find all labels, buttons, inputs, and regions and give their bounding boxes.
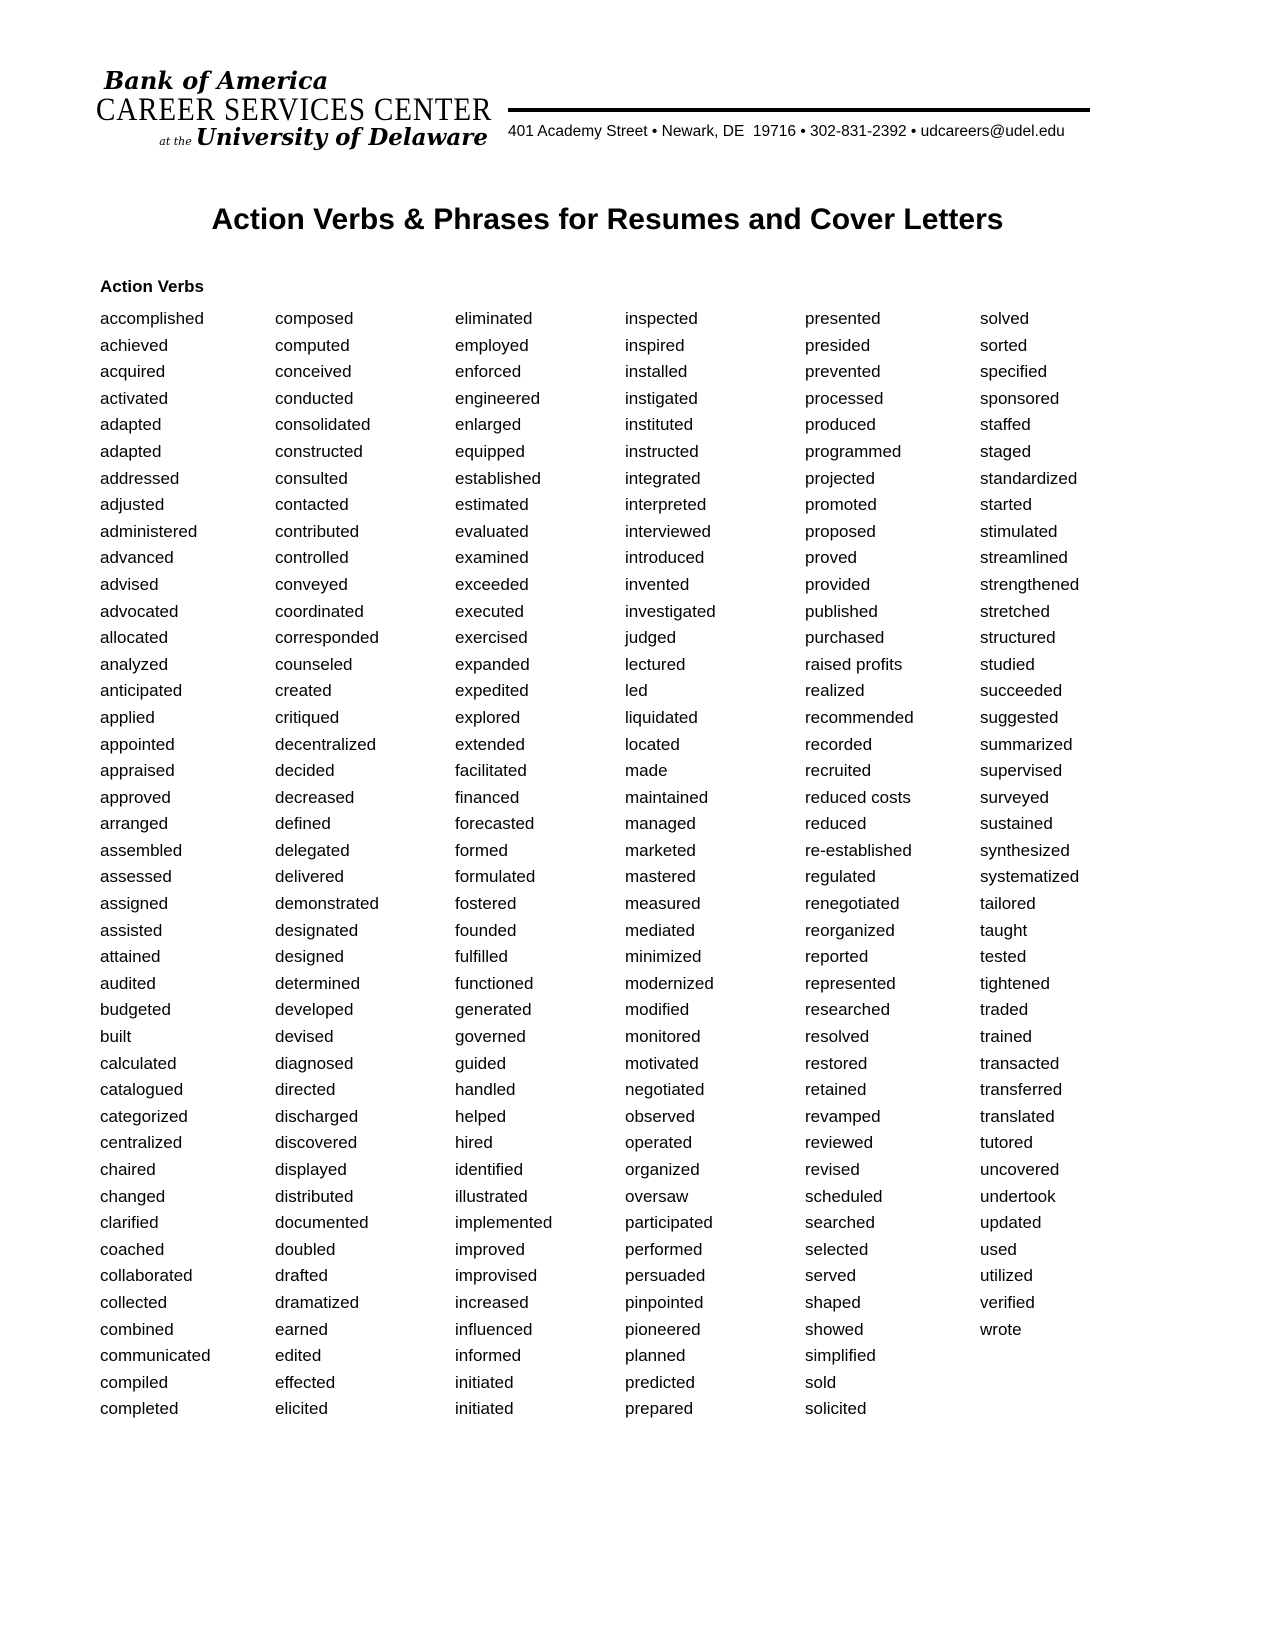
verb-item: pioneered bbox=[625, 1319, 701, 1339]
verb-item: succeeded bbox=[980, 681, 1063, 701]
verb-item: searched bbox=[805, 1213, 875, 1233]
verb-item: measured bbox=[625, 894, 701, 914]
verb-item: initiated bbox=[455, 1399, 514, 1419]
verb-item: compiled bbox=[100, 1372, 169, 1392]
verb-item: revamped bbox=[805, 1106, 881, 1126]
verb-item: promoted bbox=[805, 495, 877, 515]
verb-item: coached bbox=[100, 1239, 165, 1259]
verb-item: proposed bbox=[805, 521, 876, 541]
verb-item: pinpointed bbox=[625, 1292, 704, 1312]
verb-item: recorded bbox=[805, 734, 873, 754]
verb-item: allocated bbox=[100, 628, 169, 648]
verb-item: improvised bbox=[455, 1266, 538, 1286]
verb-item: completed bbox=[100, 1399, 179, 1419]
verb-item: scheduled bbox=[805, 1186, 883, 1206]
verb-item: edited bbox=[275, 1346, 322, 1366]
verb-item: observed bbox=[625, 1106, 695, 1126]
verb-item: programmed bbox=[805, 441, 902, 461]
verb-item: solicited bbox=[805, 1399, 867, 1419]
verb-item: estimated bbox=[455, 495, 529, 515]
verb-item: improved bbox=[455, 1239, 525, 1259]
verb-item: displayed bbox=[275, 1160, 347, 1179]
verb-item: generated bbox=[455, 1000, 532, 1020]
verb-item: revised bbox=[805, 1160, 860, 1179]
verb-item: mediated bbox=[625, 920, 695, 940]
verb-item: served bbox=[805, 1266, 857, 1286]
verb-item: effected bbox=[275, 1372, 336, 1392]
verb-item: addressed bbox=[100, 468, 180, 488]
logo-university-of-delaware-text: University of Delaware bbox=[195, 124, 488, 151]
verb-item: delivered bbox=[275, 867, 344, 887]
verb-item: uncovered bbox=[980, 1160, 1060, 1179]
verb-item: invented bbox=[625, 574, 690, 594]
verb-item: monitored bbox=[625, 1027, 701, 1047]
verb-item: doubled bbox=[275, 1239, 336, 1259]
verb-item: assisted bbox=[100, 920, 163, 940]
verb-item: reviewed bbox=[805, 1133, 874, 1153]
verb-item: retained bbox=[805, 1080, 867, 1100]
verb-item: raised profits bbox=[805, 654, 903, 674]
verb-item: trained bbox=[980, 1027, 1032, 1047]
verb-item: diagnosed bbox=[275, 1053, 354, 1073]
verb-item: researched bbox=[805, 1000, 891, 1020]
verb-item: composed bbox=[275, 309, 354, 328]
verb-item: marketed bbox=[625, 840, 696, 860]
verb-item: inspired bbox=[625, 335, 685, 355]
verb-item: realized bbox=[805, 681, 865, 701]
verb-item: interviewed bbox=[625, 521, 711, 541]
verb-item: introduced bbox=[625, 548, 705, 568]
verb-item: attained bbox=[100, 947, 161, 967]
verb-item: used bbox=[980, 1239, 1017, 1259]
logo-bank-of-america-text: Bank of America bbox=[104, 66, 329, 95]
verb-item: chaired bbox=[100, 1160, 156, 1179]
verb-item: built bbox=[100, 1027, 132, 1047]
verb-item: extended bbox=[455, 734, 525, 754]
verb-item: conveyed bbox=[275, 574, 348, 594]
verb-item: founded bbox=[455, 920, 517, 940]
verb-item: contacted bbox=[275, 495, 349, 515]
verb-item: helped bbox=[455, 1106, 507, 1126]
verb-item: applied bbox=[100, 707, 155, 727]
verb-item: categorized bbox=[100, 1106, 188, 1126]
verb-item: instigated bbox=[625, 388, 698, 408]
contact-info: 401 Academy Street • Newark, DE 19716 • 302-831-2392 • udcareers@udel.edu bbox=[508, 123, 1065, 140]
verb-item: devised bbox=[275, 1027, 334, 1047]
verb-item: examined bbox=[455, 548, 529, 568]
verb-item: directed bbox=[275, 1080, 336, 1100]
verb-item: recommended bbox=[805, 707, 914, 727]
verb-item: informed bbox=[455, 1346, 522, 1366]
verb-item: changed bbox=[100, 1186, 166, 1206]
verb-item: simplified bbox=[805, 1346, 876, 1366]
verb-item: installed bbox=[625, 362, 688, 382]
verb-item: transferred bbox=[980, 1080, 1063, 1100]
verb-item: led bbox=[625, 681, 648, 701]
verb-item: coordinated bbox=[275, 601, 364, 621]
verb-item: proved bbox=[805, 548, 857, 568]
verb-item: discharged bbox=[275, 1106, 359, 1126]
verb-item: assigned bbox=[100, 894, 169, 914]
section-heading-action-verbs: Action Verbs bbox=[100, 277, 204, 296]
verb-item: centralized bbox=[100, 1133, 183, 1153]
verb-item: summarized bbox=[980, 734, 1073, 754]
verb-item: sorted bbox=[980, 335, 1028, 355]
verb-item: managed bbox=[625, 814, 696, 834]
verb-item: provided bbox=[805, 574, 871, 594]
verb-item: implemented bbox=[455, 1213, 553, 1233]
verb-item: assembled bbox=[100, 840, 183, 860]
verb-item: planned bbox=[625, 1346, 686, 1366]
verb-item: motivated bbox=[625, 1053, 699, 1073]
verb-item: approved bbox=[100, 787, 171, 807]
verb-item: functioned bbox=[455, 973, 534, 993]
verb-item: determined bbox=[275, 973, 361, 993]
verb-item: acquired bbox=[100, 362, 166, 382]
verb-item: counseled bbox=[275, 654, 353, 674]
verb-item: earned bbox=[275, 1319, 328, 1339]
verb-item: influenced bbox=[455, 1319, 533, 1339]
header-divider-line bbox=[508, 108, 1090, 112]
verb-item: increased bbox=[455, 1292, 529, 1312]
verb-item: calculated bbox=[100, 1053, 177, 1073]
verb-item: verified bbox=[980, 1292, 1035, 1312]
verb-item: hired bbox=[455, 1133, 493, 1153]
verb-item: surveyed bbox=[980, 787, 1049, 807]
verb-item: eliminated bbox=[455, 309, 533, 328]
verb-item: prepared bbox=[625, 1399, 694, 1419]
verb-item: explored bbox=[455, 707, 521, 727]
verb-item: illustrated bbox=[455, 1186, 528, 1206]
verb-item: controlled bbox=[275, 548, 349, 568]
verb-item: presided bbox=[805, 335, 871, 355]
verb-item: reduced bbox=[805, 814, 867, 834]
verb-item: maintained bbox=[625, 787, 709, 807]
verb-item: regulated bbox=[805, 867, 876, 887]
verb-column-4 bbox=[625, 306, 716, 1423]
verb-item: re-established bbox=[805, 840, 912, 860]
verb-item: guided bbox=[455, 1053, 507, 1073]
verb-item: purchased bbox=[805, 628, 885, 648]
verb-item: designated bbox=[275, 920, 359, 940]
verb-item: advised bbox=[100, 574, 159, 594]
verb-item: distributed bbox=[275, 1186, 354, 1206]
verb-item: defined bbox=[275, 814, 331, 834]
verb-item: investigated bbox=[625, 601, 716, 621]
verb-item: participated bbox=[625, 1213, 713, 1233]
verb-item: solved bbox=[980, 309, 1030, 328]
verb-item: fulfilled bbox=[455, 947, 508, 967]
verb-item: interpreted bbox=[625, 495, 707, 515]
verb-item: projected bbox=[805, 468, 875, 488]
verb-item: supervised bbox=[980, 761, 1063, 781]
verb-item: reduced costs bbox=[805, 787, 911, 807]
verb-item: sponsored bbox=[980, 388, 1060, 408]
verb-column-2 bbox=[275, 306, 379, 1423]
verb-item: reorganized bbox=[805, 920, 895, 940]
verb-item: stimulated bbox=[980, 521, 1058, 541]
verb-item: identified bbox=[455, 1160, 524, 1179]
verb-item: utilized bbox=[980, 1266, 1033, 1286]
verb-item: exercised bbox=[455, 628, 528, 648]
verb-item: tutored bbox=[980, 1133, 1033, 1153]
verb-item: clarified bbox=[100, 1213, 159, 1233]
verb-item: recruited bbox=[805, 761, 872, 781]
verb-item: achieved bbox=[100, 335, 169, 355]
verb-item: restored bbox=[805, 1053, 868, 1073]
verb-item: performed bbox=[625, 1239, 703, 1259]
verb-item: enforced bbox=[455, 362, 522, 382]
verb-item: facilitated bbox=[455, 761, 527, 781]
verb-item: elicited bbox=[275, 1399, 328, 1419]
verb-item: financed bbox=[455, 787, 520, 807]
verb-item: designed bbox=[275, 947, 345, 967]
verb-item: instituted bbox=[625, 415, 694, 435]
verb-item: expanded bbox=[455, 654, 530, 674]
verb-item: created bbox=[275, 681, 332, 701]
verb-item: staged bbox=[980, 441, 1032, 461]
verb-item: judged bbox=[625, 628, 677, 648]
verb-item: formed bbox=[455, 840, 508, 860]
verb-item: appraised bbox=[100, 761, 175, 781]
verb-item: critiqued bbox=[275, 707, 340, 727]
verb-item: constructed bbox=[275, 441, 363, 461]
verb-item: conceived bbox=[275, 362, 352, 382]
verb-item: collaborated bbox=[100, 1266, 193, 1286]
verb-item: represented bbox=[805, 973, 896, 993]
verb-item: selected bbox=[805, 1239, 869, 1259]
verb-item: combined bbox=[100, 1319, 174, 1339]
verb-item: dramatized bbox=[275, 1292, 360, 1312]
verb-item: minimized bbox=[625, 947, 702, 967]
verb-item: governed bbox=[455, 1027, 526, 1047]
verb-item: mastered bbox=[625, 867, 696, 887]
verb-item: communicated bbox=[100, 1346, 211, 1366]
verb-item: executed bbox=[455, 601, 524, 621]
verb-item: decreased bbox=[275, 787, 355, 807]
verb-item: adapted bbox=[100, 415, 162, 435]
verb-item: decentralized bbox=[275, 734, 377, 754]
verb-item: tailored bbox=[980, 894, 1036, 914]
verb-item: employed bbox=[455, 335, 529, 355]
verb-item: assessed bbox=[100, 867, 172, 887]
verb-item: undertook bbox=[980, 1186, 1056, 1206]
verb-item: equipped bbox=[455, 441, 525, 461]
verb-item: studied bbox=[980, 654, 1035, 674]
career-services-logo bbox=[96, 66, 493, 151]
verb-item: specified bbox=[980, 362, 1048, 382]
verb-item: located bbox=[625, 734, 680, 754]
verb-item: handled bbox=[455, 1080, 516, 1100]
verb-item: audited bbox=[100, 973, 156, 993]
verb-item: sold bbox=[805, 1372, 837, 1392]
verb-item: forecasted bbox=[455, 814, 535, 834]
verb-item: exceeded bbox=[455, 574, 529, 594]
verb-item: started bbox=[980, 495, 1032, 515]
verb-item: demonstrated bbox=[275, 894, 379, 914]
verb-item: shaped bbox=[805, 1292, 861, 1312]
verb-item: lectured bbox=[625, 654, 686, 674]
verb-item: developed bbox=[275, 1000, 354, 1020]
verb-item: formulated bbox=[455, 867, 536, 887]
verb-item: modernized bbox=[625, 973, 714, 993]
verb-item: persuaded bbox=[625, 1266, 706, 1286]
verb-item: advocated bbox=[100, 601, 179, 621]
verb-item: sustained bbox=[980, 814, 1053, 834]
verb-item: decided bbox=[275, 761, 335, 781]
verb-item: processed bbox=[805, 388, 884, 408]
verb-item: stretched bbox=[980, 601, 1050, 621]
verb-item: negotiated bbox=[625, 1080, 705, 1100]
verb-item: liquidated bbox=[625, 707, 698, 727]
verb-item: contributed bbox=[275, 521, 360, 541]
verb-item: organized bbox=[625, 1160, 700, 1179]
verb-item: engineered bbox=[455, 388, 541, 408]
verb-column-3 bbox=[455, 306, 552, 1423]
verb-item: drafted bbox=[275, 1266, 328, 1286]
verb-item: made bbox=[625, 761, 668, 781]
verb-item: streamlined bbox=[980, 548, 1068, 568]
verb-column-1 bbox=[100, 306, 211, 1423]
verb-item: integrated bbox=[625, 468, 701, 488]
verb-item: reported bbox=[805, 947, 869, 967]
verb-column-5 bbox=[805, 306, 914, 1423]
verb-item: synthesized bbox=[980, 840, 1070, 860]
verb-item: enlarged bbox=[455, 415, 522, 435]
verb-item: prevented bbox=[805, 362, 881, 382]
verb-item: staffed bbox=[980, 415, 1031, 435]
verb-item: discovered bbox=[275, 1133, 358, 1153]
verb-item: showed bbox=[805, 1319, 864, 1339]
logo-career-services-center-text: CAREER SERVICES CENTER bbox=[96, 92, 493, 128]
verb-item: structured bbox=[980, 628, 1056, 648]
verb-item: systematized bbox=[980, 867, 1080, 887]
verb-item: evaluated bbox=[455, 521, 529, 541]
verb-item: inspected bbox=[625, 309, 698, 328]
verb-item: predicted bbox=[625, 1372, 695, 1392]
verb-item: transacted bbox=[980, 1053, 1060, 1073]
verb-item: consulted bbox=[275, 468, 348, 488]
verb-item: arranged bbox=[100, 814, 169, 834]
verb-item: presented bbox=[805, 309, 881, 328]
verb-item: initiated bbox=[455, 1372, 514, 1392]
verb-item: published bbox=[805, 601, 878, 621]
verb-item: adapted bbox=[100, 441, 162, 461]
verb-item: translated bbox=[980, 1106, 1055, 1126]
page-title: Action Verbs & Phrases for Resumes and Cover Letters bbox=[211, 203, 1004, 236]
verb-item: produced bbox=[805, 415, 876, 435]
verb-item: analyzed bbox=[100, 654, 169, 674]
verb-item: established bbox=[455, 468, 542, 488]
verb-item: wrote bbox=[980, 1319, 1022, 1339]
verb-item: administered bbox=[100, 521, 198, 541]
verb-item: resolved bbox=[805, 1027, 870, 1047]
logo-at-the-text: at the bbox=[159, 135, 192, 148]
verb-item: oversaw bbox=[625, 1186, 689, 1206]
verb-item: strengthened bbox=[980, 574, 1080, 594]
logo-university-line bbox=[96, 124, 488, 151]
verb-item: standardized bbox=[980, 468, 1078, 488]
verb-item: modified bbox=[625, 1000, 690, 1020]
verb-item: anticipated bbox=[100, 681, 183, 701]
verb-item: traded bbox=[980, 1000, 1029, 1020]
verb-item: advanced bbox=[100, 548, 174, 568]
verb-item: budgeted bbox=[100, 1000, 171, 1020]
verb-item: renegotiated bbox=[805, 894, 900, 914]
verb-item: fostered bbox=[455, 894, 517, 914]
verb-item: catalogued bbox=[100, 1080, 184, 1100]
verb-item: updated bbox=[980, 1213, 1042, 1233]
verb-item: tested bbox=[980, 947, 1027, 967]
verb-item: activated bbox=[100, 388, 169, 408]
verb-item: appointed bbox=[100, 734, 175, 754]
verb-item: taught bbox=[980, 920, 1028, 940]
verb-item: instructed bbox=[625, 441, 699, 461]
verb-item: computed bbox=[275, 335, 350, 355]
verb-item: documented bbox=[275, 1213, 369, 1233]
verb-item: expedited bbox=[455, 681, 529, 701]
verb-item: delegated bbox=[275, 840, 350, 860]
verb-item: corresponded bbox=[275, 628, 379, 648]
verb-item: adjusted bbox=[100, 495, 165, 515]
verb-column-6 bbox=[980, 306, 1079, 1343]
verb-item: accomplished bbox=[100, 309, 204, 328]
verb-item: tightened bbox=[980, 973, 1050, 993]
verb-item: operated bbox=[625, 1133, 693, 1153]
verb-item: conducted bbox=[275, 388, 354, 408]
verb-item: collected bbox=[100, 1292, 168, 1312]
verb-item: suggested bbox=[980, 707, 1059, 727]
verb-item: consolidated bbox=[275, 415, 371, 435]
